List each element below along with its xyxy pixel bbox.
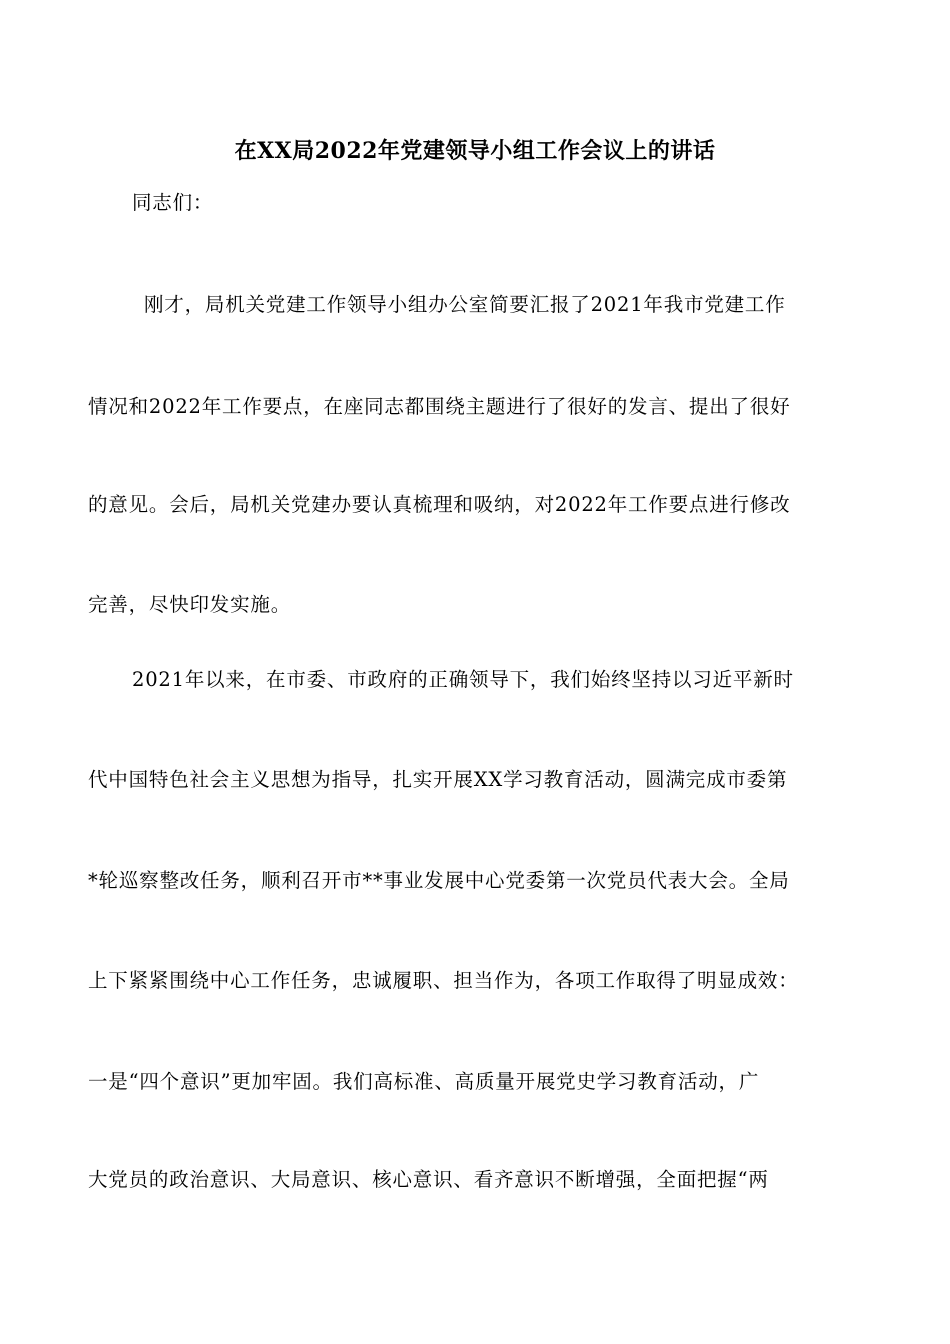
paragraph-line: 大党员的政治意识、大局意识、核心意识、看齐意识不断增强，全面把握“两 (88, 1168, 769, 1191)
paragraph-line: 2021年以来，在市委、市政府的正确领导下，我们始终坚持以习近平新时 (132, 668, 794, 691)
paragraph-line: 的意见。会后，局机关党建办要认真梳理和吸纳，对2022年工作要点进行修改 (88, 493, 791, 516)
paragraph-line: 一是“四个意识”更加牢固。我们高标准、高质量开展党史学习教育活动，广 (88, 1070, 760, 1093)
paragraph-line: 刚才，局机关党建工作领导小组办公室简要汇报了2021年我市党建工作 (144, 293, 786, 316)
paragraph-line: 完善，尽快印发实施。 (88, 593, 292, 616)
paragraph-line: 情况和2022年工作要点，在座同志都围绕主题进行了很好的发言、提出了很好 (88, 395, 791, 418)
document-title: 在XX局2022年党建领导小组工作会议上的讲话 (234, 138, 716, 164)
paragraph-line: 上下紧紧围绕中心工作任务，忠诚履职、担当作为，各项工作取得了明显成效： (88, 969, 799, 992)
paragraph-line: 代中国特色社会主义思想为指导，扎实开展XX学习教育活动，圆满完成市委第 (88, 768, 788, 791)
paragraph-line: *轮巡察整改任务，顺利召开市**事业发展中心党委第一次党员代表大会。全局 (88, 869, 790, 892)
salutation: 同志们： (132, 191, 214, 214)
